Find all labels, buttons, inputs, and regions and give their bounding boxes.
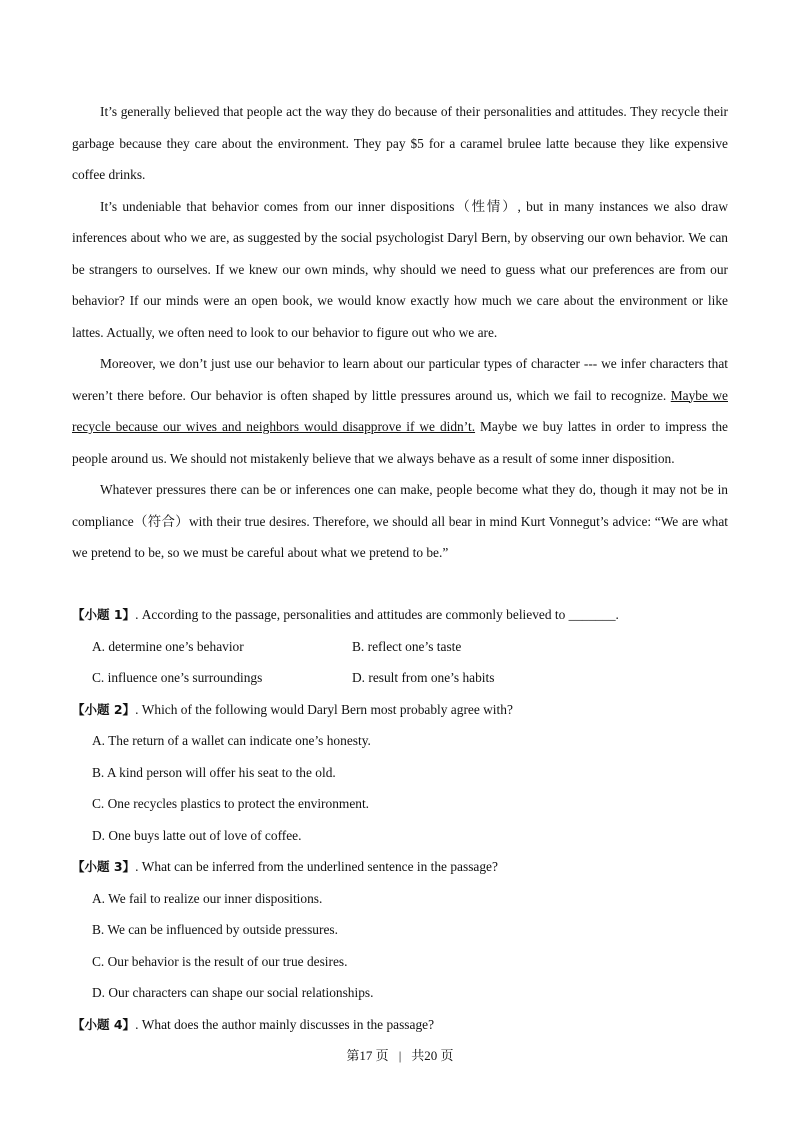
question-text: . What does the author mainly discusses in the passage? — [135, 1016, 435, 1032]
option-d: D. One buys latte out of love of coffee. — [92, 827, 302, 843]
question-list — [72, 599, 728, 1040]
question-number: 【小题 2】 — [72, 701, 136, 717]
option-c: C. Our behavior is the result of our true desires. — [92, 953, 348, 969]
question-number: 【小题 3】 — [72, 859, 136, 874]
reading-passage — [72, 96, 728, 569]
options-row-1 — [72, 631, 728, 663]
question-3 — [72, 851, 728, 883]
question-2 — [72, 694, 728, 726]
option-b: B. reflect one’s taste — [352, 638, 462, 654]
question-number: 【小题 1】 — [72, 607, 136, 622]
option-c: C. One recycles plastics to protect the environment. — [92, 796, 370, 811]
option-b: B. A kind person will offer his seat to the old. — [92, 764, 336, 780]
question-1 — [72, 599, 728, 631]
option-a: A. determine one’s behavior — [92, 638, 244, 654]
option-d: D. result from one’s habits — [352, 670, 495, 685]
paragraph-3 — [72, 348, 728, 474]
paragraph-3-end: Maybe we buy lattes in order to impress the people around us. We should not mistakenly believe that we always behave as a result of some inner disposition. — [72, 419, 728, 466]
underlined-sentence: Maybe we recycle because our wives and neighbors would disapprove if we didn’t. — [72, 387, 728, 434]
footer-separator: | — [398, 1048, 402, 1063]
paragraph-1: It’s generally believed that people act the way they do because of their personalities and attitudes. They recycle their garbage because they care about the environment. They pay $5 for a caramel brulee latte because they like expensive coffee drinks. — [72, 104, 728, 182]
question-text: . According to the passage, personalities and attitudes are commonly believed to _______. — [135, 607, 619, 622]
option-b: B. We can be influenced by outside pressures. — [92, 922, 338, 937]
page-total: 共20 页 — [411, 1048, 454, 1063]
option-d: D. Our characters can shape our social relationships. — [92, 985, 374, 1000]
option-a: A. We fail to realize our inner dispositions. — [92, 890, 323, 906]
question-text: . Which of the following would Daryl Bern most probably agree with? — [135, 701, 513, 717]
paragraph-4: Whatever pressures there can be or inferences one can make, people become what they do, though it may not be in compliance（符合）with their true desires. Therefore, we should all bear in mind Kurt Vonnegut’s advice: “We are what we pretend to be, so we must be careful about what we pretend to be.” — [72, 482, 728, 560]
option-c: C. influence one’s surroundings — [92, 670, 263, 685]
page-number: 第17 页 — [346, 1048, 389, 1063]
options-row-2 — [72, 662, 728, 694]
paragraph-3-start: Moreover, we don’t just use our behavior to learn about our particular types of character --- we infer characters that weren’t there before. Our behavior is often shaped by little pressures around us, which we fail to recognize. — [72, 356, 728, 403]
question-4 — [72, 1009, 728, 1041]
page-footer — [0, 1045, 800, 1064]
question-text: . What can be inferred from the underlined sentence in the passage? — [135, 859, 498, 874]
option-a: A. The return of a wallet can indicate one’s honesty. — [92, 733, 371, 748]
paragraph-2: It’s undeniable that behavior comes from our inner dispositions（性情）, but in many instances we also draw inferences about who we are, as suggested by the social psychologist Daryl Bern, by observing our own behavior. We can be strangers to ourselves. If we knew our own minds, why should we need to guess what our preferences are from our behavior? If our minds were an open book, we would know exactly how much we care about the environment or like lattes. Actually, we often need to look to our behavior to figure out who we are. — [72, 198, 728, 340]
question-number: 【小题 4】 — [72, 1016, 136, 1032]
